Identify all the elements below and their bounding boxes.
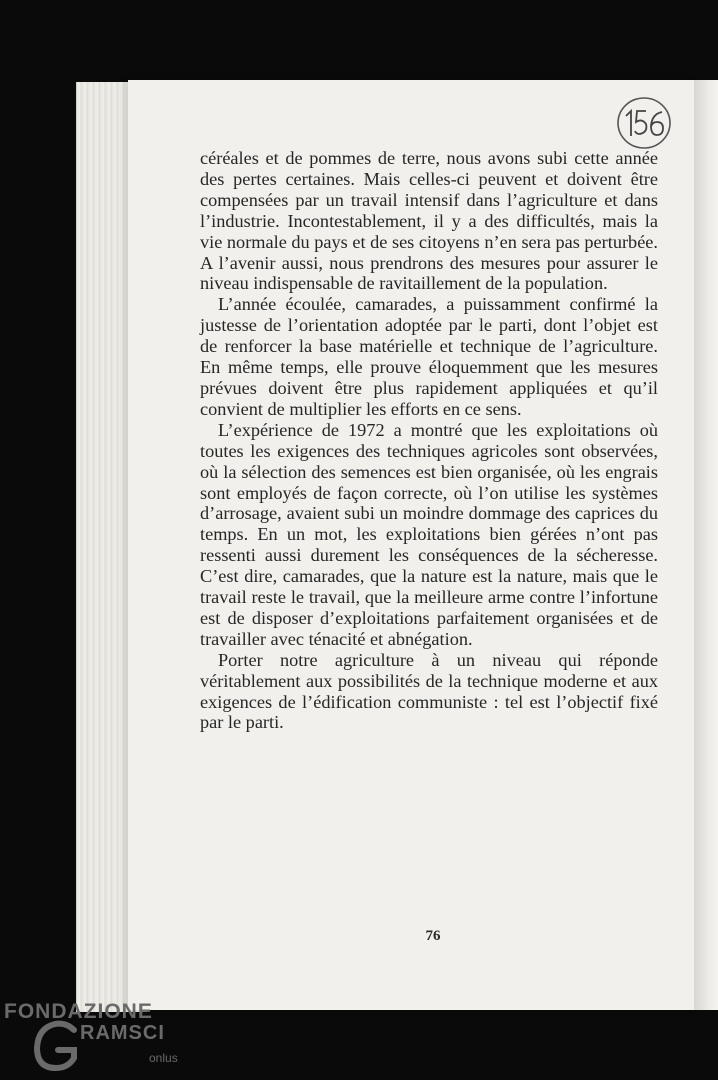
paragraph: L’année écoulée, camarades, a puissamment confirmé la justesse de l’orientation adoptée par le parti, dont l’objet est de renforcer la base matérielle et technique de l’agriculture. En même temps, elle prouve éloquemment que les mesures prévues doivent être plus rapidement appliquées et qu’il convient de multiplier les efforts en ce sens.	[200, 294, 658, 419]
circled-number-icon	[612, 94, 672, 152]
paragraph: L’expérience de 1972 a montré que les exploitations où toutes les exigences des techniques agricoles sont observées, où la sélection des semences est bien organisée, où les engrais sont employés de façon correcte, où l’on utilise les systèmes d’arrosage, avaient subi un moindre dommage des caprices du temps. En un mot, les exploitations bien gérées n’ont pas ressenti aussi durement les conséquences de la sécheresse. C’est dire, camarades, que la nature est la nature, mais que le travail reste le travail, que la meilleure arme contre l’infortune est de disposer d’exploitations parfaitement organisées et de travailler avec ténacité et abnégation.	[200, 419, 658, 649]
facing-page-edge	[694, 80, 718, 1010]
handwritten-archive-number	[612, 94, 672, 152]
fondazione-gramsci-watermark	[4, 1000, 184, 1080]
page-number: 76	[425, 928, 441, 944]
watermark-line-2: RAMSCI	[80, 1022, 165, 1044]
watermark-line-1: FONDAZIONE	[4, 1000, 153, 1023]
paragraph: céréales et de pommes de terre, nous avons subi cette année des pertes certaines. Mais celles-ci peuvent et doivent être compensées par un travail intensif dans l’agriculture et dans l’industrie. Incontestablement, il y a des difficultés, mais la vie normale du pays et de ses citoyens n’en sera pas perturbée. A l’avenir aussi, nous prendrons des mesures pour assurer le niveau indispensable de ravitaillement de la population.	[200, 148, 658, 294]
watermark-line-3: onlus	[149, 1051, 178, 1065]
paragraph: Porter notre agriculture à un niveau qui réponde véritablement aux possibilités de la technique moderne et aux exigences de l’édification communiste : tel est l’objectif fixé par le parti.	[200, 649, 658, 733]
body-text	[200, 148, 658, 733]
gramsci-g-logo-icon	[28, 1016, 86, 1076]
